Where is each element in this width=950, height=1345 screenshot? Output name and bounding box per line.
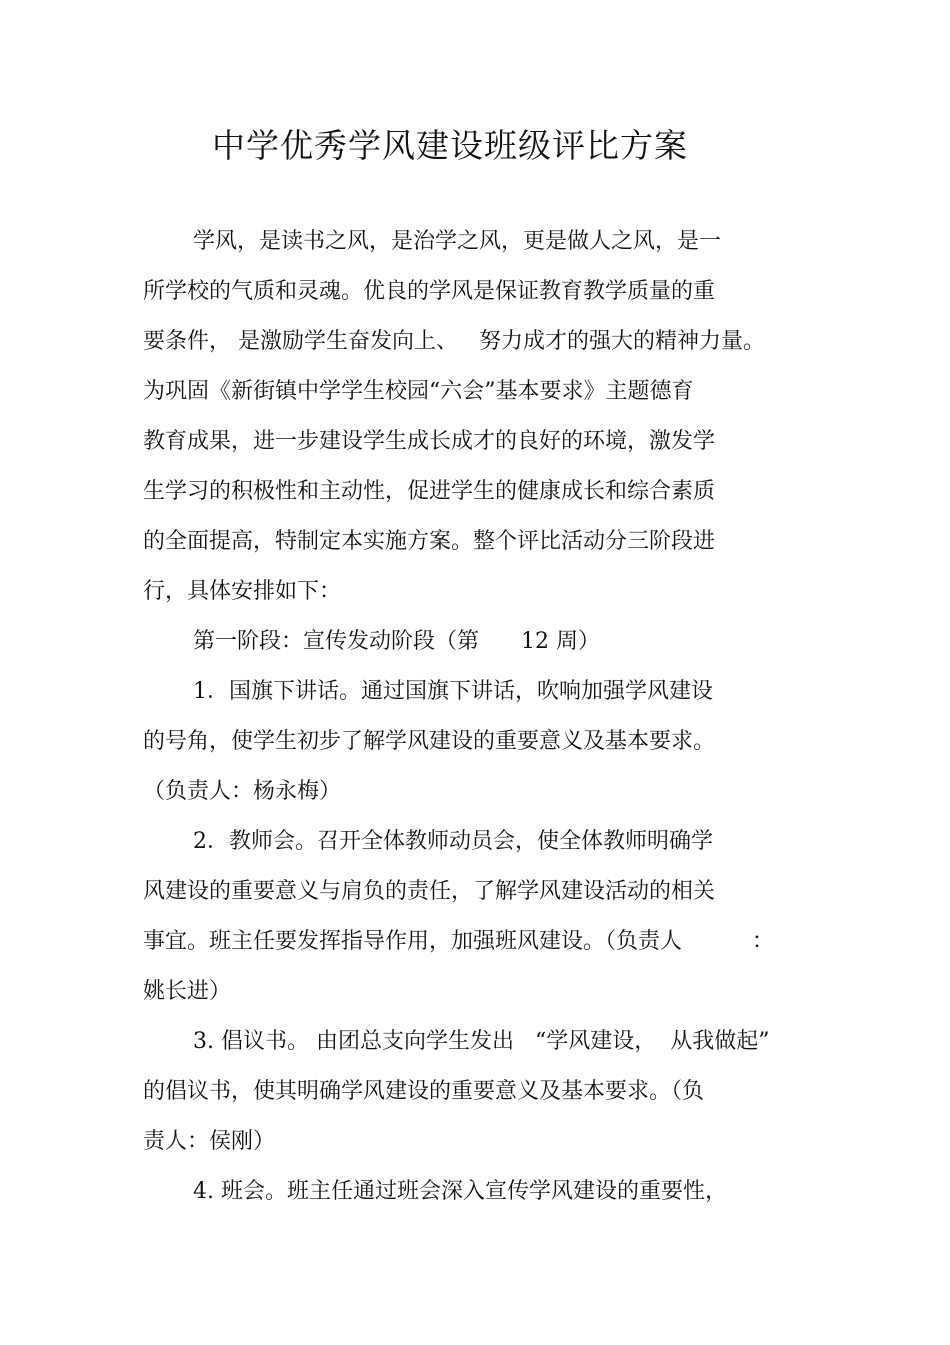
list-item-1-line: 的号角，使学生初步了解学风建设的重要意义及基本要求。 [143, 729, 716, 754]
list-item-3-line: 的倡议书，使其明确学风建设的重要意义及基本要求。（负 [143, 1079, 705, 1104]
list-item-2-line: 2．教师会。召开全体教师动员会，使全体教师明确学 [193, 829, 713, 854]
paragraph-line: 学风，是读书之风，是治学之风，更是做人之风，是一 [193, 229, 722, 254]
list-item-1-line: 1．国旗下讲话。通过国旗下讲话，吹响加强学风建设 [193, 679, 713, 704]
paragraph-line: 行，具体安排如下： [143, 579, 342, 604]
list-item-1-responsible: （负责人：杨永梅） [143, 779, 342, 804]
document-title: 中学优秀学风建设班级评比方案 [212, 126, 688, 165]
paragraph-line: 的全面提高，特制定本实施方案。整个评比活动分三阶段进 [143, 529, 716, 554]
list-item-2-line: 事宜。班主任要发挥指导作用，加强班风建设。（负责人 ： [143, 929, 774, 954]
paragraph-line: 要条件， 是激励学生奋发向上、 努力成才的强大的精神力量。 [143, 329, 765, 354]
list-item-2-line: 风建设的重要意义与肩负的责任，了解学风建设活动的相关 [143, 879, 716, 904]
list-item-2-responsible: 姚长进） [143, 979, 232, 1004]
paragraph-line: 教育成果，进一步建设学生成长成才的良好的环境，激发学 [143, 429, 716, 454]
list-item-3-responsible: 责人：侯刚） [143, 1129, 276, 1154]
paragraph-line: 所学校的气质和灵魂。优良的学风是保证教育教学质量的重 [143, 279, 716, 304]
paragraph-line: 生学习的积极性和主动性，促进学生的健康成长和综合素质 [143, 479, 716, 504]
list-item-4-line: 4. 班会。班主任通过班会深入宣传学风建设的重要性， [193, 1179, 727, 1204]
section-heading-phase-1: 第一阶段：宣传发动阶段（第 12 周） [193, 629, 600, 654]
paragraph-line: 为巩固《新街镇中学学生校园“六会”基本要求》主题德育 [143, 379, 694, 404]
list-item-3-line: 3. 倡议书。 由团总支向学生发出 “学风建设， 从我做起” [193, 1029, 770, 1054]
